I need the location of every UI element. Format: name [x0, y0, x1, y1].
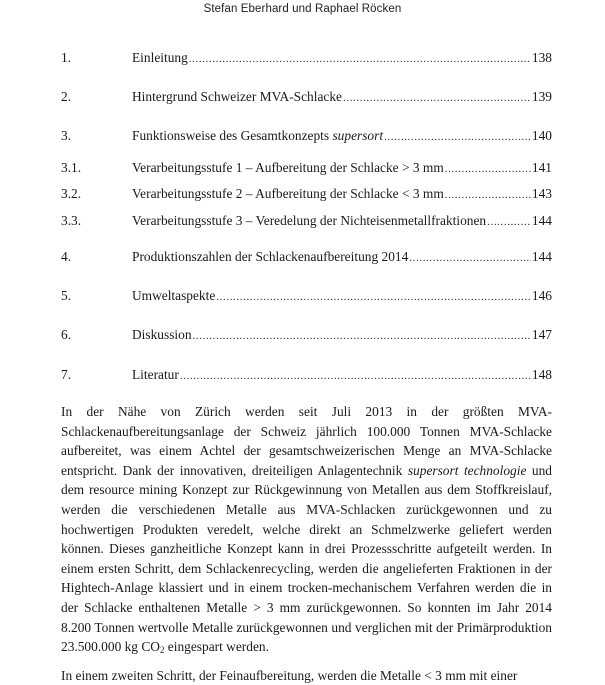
toc-leader-dots	[487, 216, 531, 228]
toc-page-number: 141	[531, 160, 552, 175]
toc-entry[interactable]	[61, 367, 552, 387]
toc-leader-dots	[445, 189, 531, 201]
toc-page-number: 144	[531, 213, 552, 228]
toc-number: 3.3.	[61, 213, 82, 228]
toc-title: Diskussion	[132, 327, 192, 342]
toc-entry[interactable]	[61, 128, 552, 148]
toc-page-number: 138	[531, 50, 552, 65]
paragraph: In einem zweiten Schritt, der Feinaufbereitung, werden die Metalle < 3 mm mit einer	[61, 667, 518, 683]
toc-entry[interactable]	[61, 160, 552, 180]
toc-title: Einleitung	[132, 50, 188, 65]
toc-page-number: 139	[531, 89, 552, 104]
toc-title: Produktionszahlen der Schlackenaufbereitung 2014	[132, 249, 409, 264]
toc-leader-dots	[189, 53, 531, 65]
toc-page-number: 146	[531, 288, 552, 303]
toc-number: 3.2.	[61, 186, 82, 201]
running-head: Stefan Eberhard und Raphael Röcken	[203, 3, 402, 15]
toc-title: Umweltaspekte	[132, 288, 216, 303]
toc-page-number: 148	[531, 367, 552, 382]
toc-number: 7.	[61, 367, 72, 382]
toc-title: Hintergrund Schweizer MVA-Schlacke	[132, 89, 342, 104]
toc-number: 1.	[61, 50, 72, 65]
toc-entry[interactable]	[61, 50, 552, 70]
italic-term: supersort technologie	[407, 462, 527, 478]
toc-leader-dots	[445, 163, 531, 175]
toc-page-number: 144	[531, 249, 552, 264]
body-text	[61, 402, 552, 685]
toc-title: Verarbeitungsstufe 3 – Veredelung der Nichteisenmetallfraktionen	[132, 213, 487, 228]
toc-entry[interactable]	[61, 249, 552, 269]
toc-page-number: 143	[531, 186, 552, 201]
toc-leader-dots	[384, 131, 531, 143]
toc-leader-dots	[409, 252, 531, 264]
toc-entry[interactable]	[61, 213, 552, 233]
toc-page-number: 147	[531, 327, 552, 342]
paragraph: In der Nähe von Zürich werden seit Juli 2013 in der größten MVA-Schlackenaufbereitungsanlage der Schweiz jährlich 100.000 Tonnen MVA-Schlacke aufbereitet, was einem Achtel der gesamtschweizerischen Menge an MVA-Schlacke entspricht. Dank der innovativen, dreiteiligen Anlagentechnik supersort technologie und dem resource mining Konzept zur Rückgewinnung von Metallen aus dem Stoffkreislauf, werden die verschiedenen Metalle aus MVA-Schlacken zurückgewonnen und zu hochwertigen Produkten veredelt, welche direkt an Schmelzwerke geliefert werden können. Dieses ganzheitliche Konzept kann in drei Prozessschritte aufgeteilt werden. In einem ersten Schritt, dem Schlackenrecycling, werden die angelieferten Fraktionen in der Hightech-Anlage klassiert und in einem trocken-mechanischem Verfahren werden die in der Schlacke enthaltenen Metalle > 3 mm zurückgewonnen. So konnten im Jahr 2014 8.200 Tonnen wertvolle Metalle zurückgewonnen und verglichen mit der Primärproduktion 23.500.000 kg $CO_2$ eingespart werden.	[61, 404, 552, 656]
toc-number: 4.	[61, 249, 72, 264]
toc-entry[interactable]	[61, 288, 552, 308]
toc-page-number: 140	[531, 128, 552, 143]
toc-number: 3.1.	[61, 160, 82, 175]
toc-number: 3.	[61, 128, 72, 143]
toc-entry[interactable]	[61, 327, 552, 347]
toc-leader-dots	[180, 370, 531, 382]
toc-entry[interactable]	[61, 89, 552, 109]
toc-title: Funktionsweise des Gesamtkonzepts supersort	[132, 128, 384, 143]
toc-title: Literatur	[132, 367, 179, 382]
toc-entry[interactable]	[61, 186, 552, 206]
toc-title-italic: supersort	[332, 128, 384, 143]
toc-number: 6.	[61, 327, 72, 342]
toc-number: 5.	[61, 288, 72, 303]
toc-title: Verarbeitungsstufe 1 – Aufbereitung der Schlacke > 3 mm	[132, 160, 444, 175]
toc-leader-dots	[343, 92, 531, 104]
toc-title: Verarbeitungsstufe 2 – Aufbereitung der Schlacke < 3 mm	[132, 186, 444, 201]
toc-leader-dots	[193, 330, 531, 342]
toc-leader-dots	[216, 291, 531, 303]
toc-number: 2.	[61, 89, 72, 104]
subscript: 2	[159, 645, 165, 656]
